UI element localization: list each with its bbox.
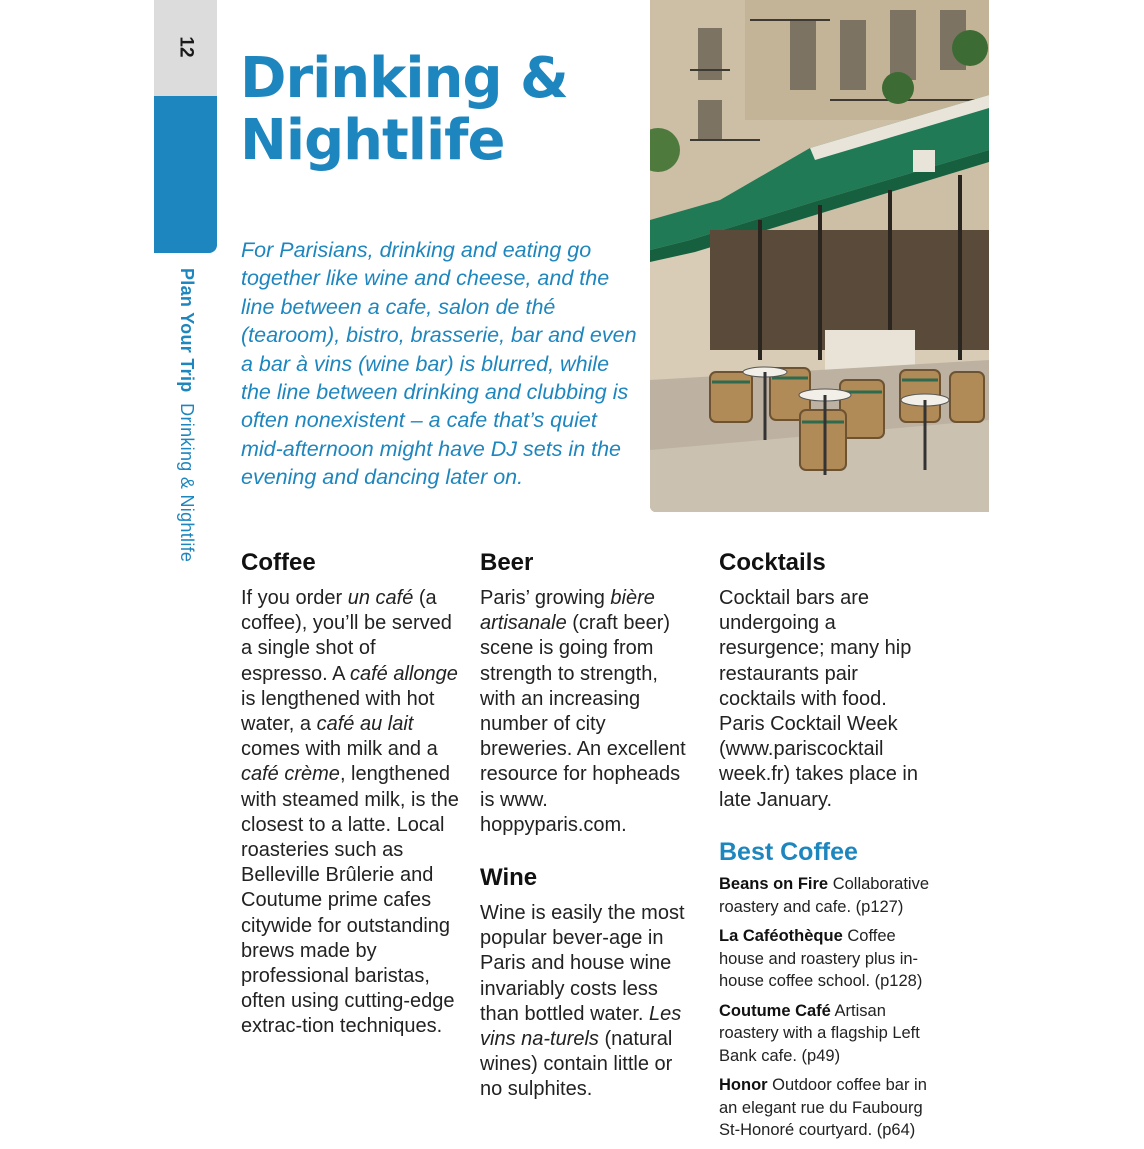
- coffee-heading: Coffee: [241, 549, 316, 576]
- beer-text: [480, 586, 696, 838]
- best-coffee-item: [719, 873, 937, 918]
- beer-text-part: (craft beer) scene is going from strength to strength, with an increasing number of city breweries. An excellent resource for hopheads is www. hoppyparis.com.: [480, 612, 686, 836]
- cocktails-text: Cocktail bars are undergoing a resurgence; many hip restaurants pair cocktails with food. Paris Cocktail Week (www.pariscocktail week.fr) takes place in late January.: [719, 587, 918, 811]
- venue-name: Honor: [719, 1076, 768, 1094]
- wine-text: [480, 901, 696, 1103]
- section-tab: [154, 96, 217, 253]
- section-running-head: [176, 268, 197, 562]
- cocktails-heading: Cocktails: [719, 549, 826, 576]
- coffee-term: café allonge: [349, 662, 458, 685]
- venue-name: La Caféothèque: [719, 927, 843, 945]
- coffee-text-part: If you order: [241, 587, 348, 609]
- best-coffee-item: [719, 1074, 937, 1142]
- venue-description: Coffee house and roastery plus in-house coffee school. (p128): [719, 927, 923, 990]
- venue-name: Beans on Fire: [719, 875, 829, 893]
- beer-heading: Beer: [480, 549, 534, 576]
- beer-text-part: Paris’ growing: [480, 587, 611, 609]
- coffee-text-part: comes with milk and a: [241, 738, 438, 761]
- best-coffee-item: [719, 925, 937, 993]
- coffee-text: [241, 586, 463, 1040]
- coffee-term: café au lait: [316, 713, 414, 736]
- coffee-term: un café: [347, 587, 414, 609]
- page-title: [240, 48, 568, 172]
- coffee-term: café crème: [241, 763, 340, 786]
- wine-text-part: (natural wines) contain little or no sulphites.: [480, 1028, 673, 1101]
- beer-section: [480, 548, 696, 838]
- venue-description: Artisan roastery with a flagship Left Bank cafe. (p49): [719, 1001, 920, 1065]
- coffee-text-part: (a coffee), you’ll be served a single shot of espresso. A: [241, 587, 452, 685]
- wine-term: Les vins na-turels: [480, 1002, 682, 1051]
- venue-description: Collaborative roastery and cafe. (p127): [719, 875, 930, 916]
- wine-text-part: Wine is easily the most popular bever-age in Paris and house wine invariably costs less than bottled water.: [480, 902, 685, 1025]
- best-coffee-heading: Best Coffee: [719, 838, 858, 866]
- page-number: 12: [175, 36, 197, 58]
- title-line-2: Nightlife: [240, 108, 505, 173]
- cafe-terrace-illustration: [650, 0, 989, 512]
- title-line-1: Drinking &: [240, 46, 568, 111]
- coffee-text-part: is lengthened with hot water, a: [241, 687, 435, 736]
- wine-section: [480, 863, 696, 1103]
- section-name: Plan Your Trip: [177, 268, 197, 393]
- coffee-text-part: , lengthened with steamed milk, is the closest to a latte. Local roasteries such as Belleville Brûlerie and Coutume prime cafes citywide for outstanding brews made by professional baristas, often using cutting-edge extrac-tion techniques.: [241, 763, 459, 1038]
- venue-description: Outdoor coffee bar in an elegant rue du Faubourg St-Honoré courtyard. (p64): [719, 1076, 927, 1139]
- best-coffee-box: [719, 837, 937, 1149]
- intro-paragraph: For Parisians, drinking and eating go together like wine and cheese, and the line between a cafe, salon de thé (tearoom), bistro, brasserie, bar and even a bar à vins (wine bar) is blurred, while the line between drinking and clubbing is often nonexistent – a cafe that’s quiet mid-afternoon might have DJ sets in the evening and dancing later on.: [241, 238, 637, 490]
- coffee-section: [241, 548, 463, 1040]
- topic-name: Drinking & Nightlife: [177, 403, 197, 563]
- cocktails-section: [719, 548, 933, 813]
- beer-term: bière artisanale: [480, 587, 655, 635]
- cafe-terrace-photo: [650, 0, 989, 512]
- venue-name: Coutume Café: [719, 1001, 831, 1020]
- wine-heading: Wine: [480, 864, 538, 891]
- best-coffee-item: [719, 1000, 937, 1068]
